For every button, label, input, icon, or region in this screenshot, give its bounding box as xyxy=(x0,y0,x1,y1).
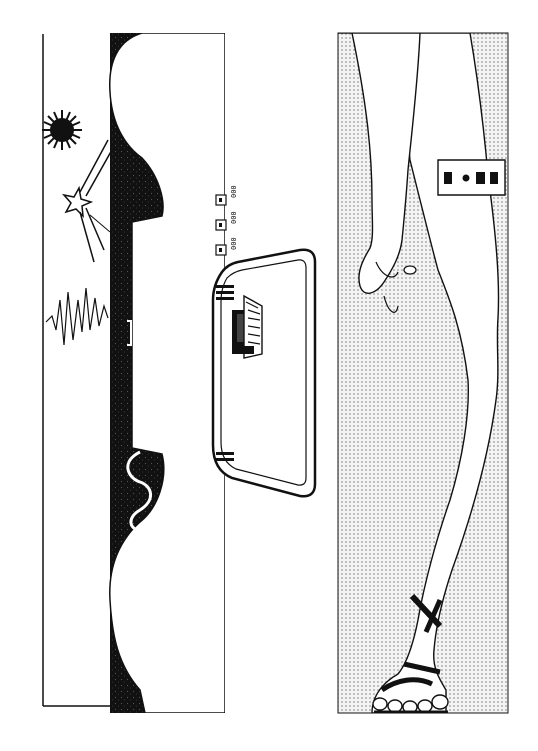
indicator-label: 000 xyxy=(230,185,238,198)
sun-icon xyxy=(42,110,82,150)
band-gem xyxy=(463,175,470,182)
leg-and-sandal-panel xyxy=(338,33,508,713)
control-console xyxy=(213,185,315,496)
indicator-panel xyxy=(216,185,238,255)
hull-light xyxy=(136,320,146,338)
band-gem xyxy=(444,172,452,184)
shooting-star-icon xyxy=(64,140,113,262)
hull-light xyxy=(137,285,145,297)
signal-waveform xyxy=(46,288,108,345)
spaceship-console-panel xyxy=(42,33,225,713)
band-gem xyxy=(490,172,498,184)
band-gem xyxy=(476,172,485,184)
hull-light xyxy=(137,252,147,262)
hull-light xyxy=(136,408,146,418)
hull-light xyxy=(136,375,146,387)
indicator-label: 000 xyxy=(230,237,238,250)
fingernail xyxy=(404,266,416,274)
indicator-label: 000 xyxy=(230,211,238,224)
